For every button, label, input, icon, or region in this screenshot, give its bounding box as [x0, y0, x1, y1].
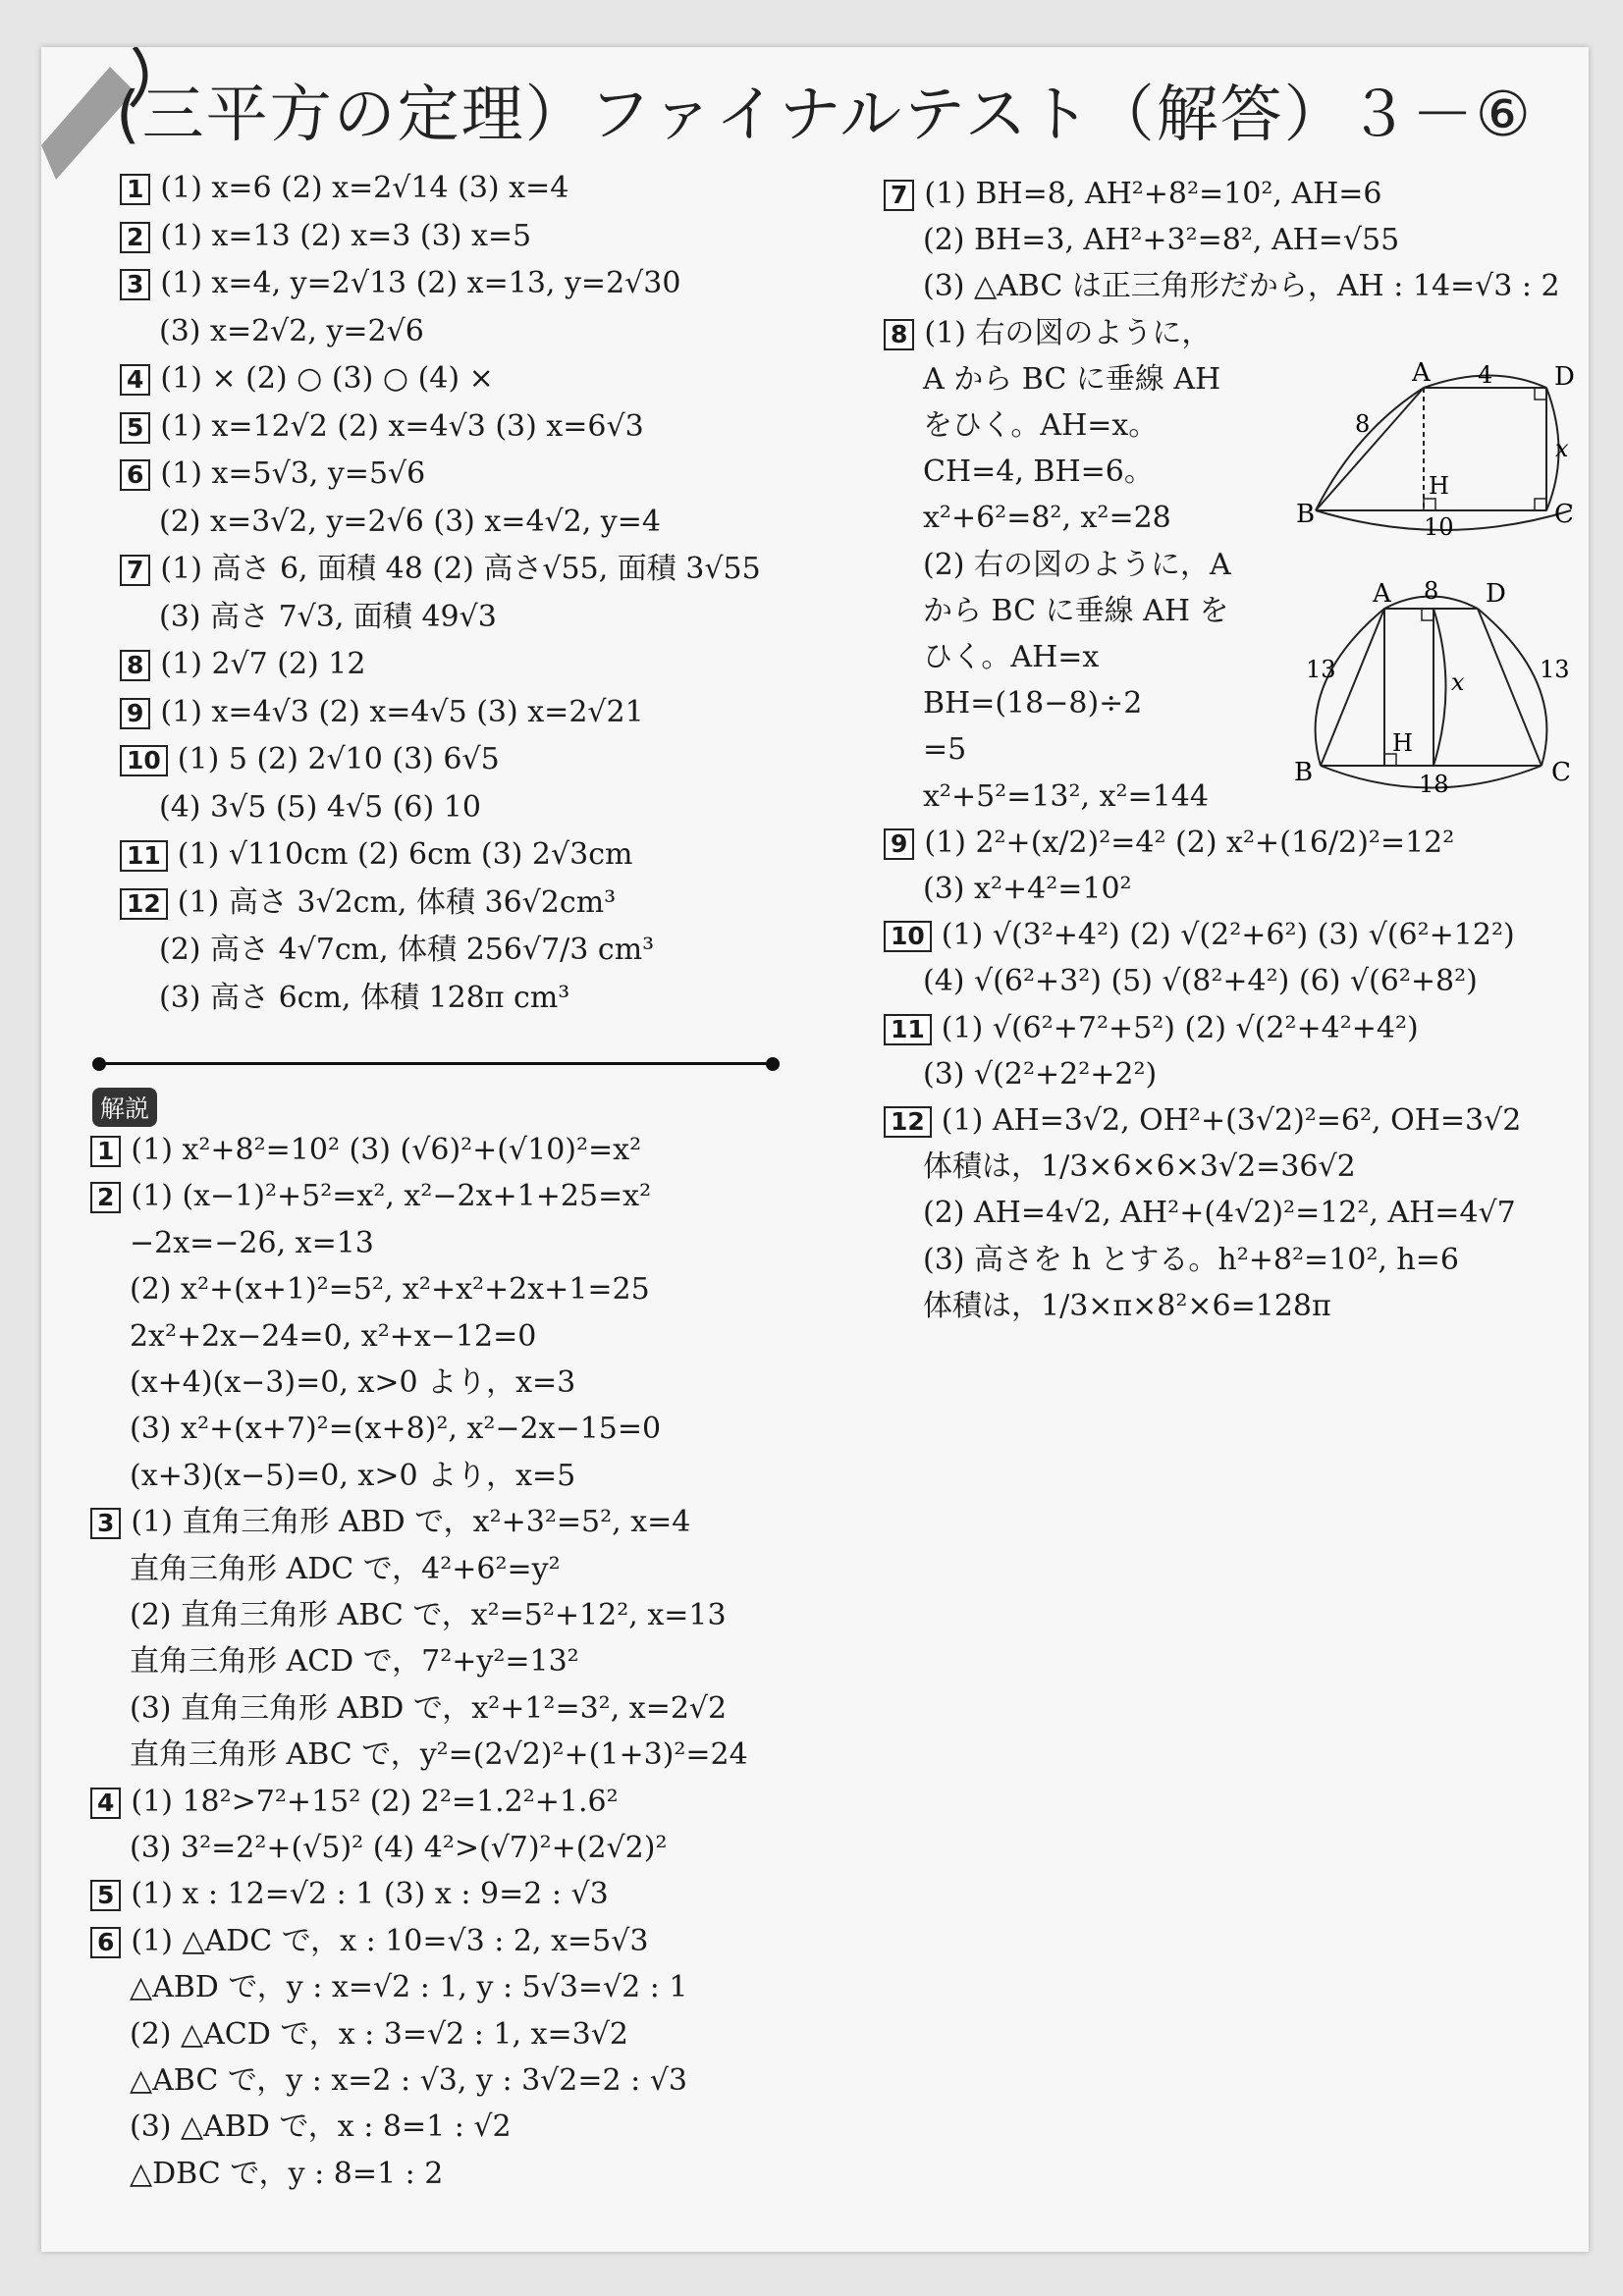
line-explain_right-23 — [923, 1241, 1459, 1280]
line-text: (2) AH=4√2, AH²+(4√2)²=12², AH=4√7 — [923, 1196, 1516, 1231]
figure-8-2 — [1276, 574, 1591, 800]
question-number: 3 — [90, 1508, 121, 1539]
question-number: 9 — [120, 698, 150, 729]
fig2-label-right: 13 — [1540, 656, 1570, 683]
line-text: (1) √(3²+4²) (2) √(2²+6²) (3) √(6²+12²) — [941, 918, 1515, 953]
line-explain_right-20 — [884, 1101, 1521, 1141]
line-answers_left-7 — [159, 503, 661, 542]
line-text: (2) 右の図のように，A — [923, 547, 1231, 582]
line-text: (1) x=12√2 (2) x=4√3 (3) x=6√3 — [160, 408, 644, 444]
line-text: (1) × (2) ○ (3) ○ (4) × — [160, 361, 494, 396]
line-text: (3) △ABC は正三角形だから，AH : 14=√3 : 2 — [923, 269, 1560, 304]
line-answers_left-9 — [159, 598, 497, 637]
line-text: CH=4, BH=6。 — [923, 454, 1154, 490]
line-explain_right-3 — [884, 314, 1211, 353]
section-divider — [98, 1062, 774, 1065]
line-explain_left-18 — [130, 1968, 688, 2007]
fig1-label-C: C — [1554, 500, 1574, 529]
line-text: (3) x²+4²=10² — [923, 872, 1132, 906]
line-text: (3) 直角三角形 ABD で，x²+1²=3², x=2√2 — [130, 1690, 728, 1726]
fig1-label-top: 4 — [1478, 361, 1493, 389]
line-explain_left-17 — [90, 1922, 648, 1961]
fig1-label-D: D — [1554, 362, 1575, 392]
question-number: 5 — [90, 1880, 121, 1911]
fig2-label-bottom: 18 — [1419, 771, 1449, 798]
line-explain_right-19 — [923, 1055, 1157, 1095]
line-explain_left-1 — [90, 1177, 651, 1216]
line-explain_left-8 — [90, 1503, 690, 1542]
line-text: (1) 右の図のように， — [924, 315, 1212, 350]
line-text: (1) 高さ 6, 面積 48 (2) 高さ√55, 面積 3√55 — [160, 552, 761, 586]
line-explain_left-22 — [130, 2155, 443, 2194]
line-text: (x+4)(x−3)=0, x>0 より，x=3 — [130, 1365, 576, 1400]
line-text: =5 — [923, 732, 967, 768]
explanation-badge: 解説 — [92, 1088, 157, 1127]
fig2-label-left: 13 — [1306, 656, 1336, 683]
line-answers_left-15 — [120, 883, 616, 923]
line-explain_right-11 — [923, 684, 1142, 723]
line-explain_left-11 — [130, 1642, 579, 1682]
line-text: (1) x=4, y=2√13 (2) x=13, y=2√30 — [160, 266, 681, 300]
line-text: (1) 2²+(x/2)²=4² (2) x²+(16/2)²=12² — [924, 825, 1455, 860]
line-explain_right-1 — [923, 221, 1399, 260]
fig1-label-A: A — [1412, 358, 1431, 388]
line-explain_left-7 — [130, 1457, 575, 1496]
line-text: (3) 3²=2²+(√5)² (4) 4²>(√7)²+(2√2)² — [130, 1831, 668, 1865]
question-number: 2 — [90, 1182, 121, 1213]
line-text: (1) 5 (2) 2√10 (3) 6√5 — [177, 742, 500, 776]
fig1-label-H: H — [1429, 472, 1449, 500]
line-text: (3) √(2²+2²+2²) — [923, 1056, 1158, 1092]
question-number: 7 — [120, 555, 150, 586]
line-text: (3) 高さ 6cm, 体積 128π cm³ — [159, 980, 570, 1015]
line-answers_left-4 — [120, 359, 494, 399]
line-explain_left-9 — [130, 1550, 561, 1589]
line-text: BH=(18−8)÷2 — [923, 686, 1143, 721]
fig2-label-A: A — [1373, 579, 1391, 609]
line-answers_left-12 — [120, 740, 500, 779]
figure-8-1 — [1296, 353, 1591, 540]
line-explain_left-3 — [130, 1270, 650, 1309]
line-explain_right-5 — [923, 406, 1158, 446]
line-explain_left-10 — [130, 1596, 727, 1635]
line-text: (1) AH=3√2, OH²+(3√2)²=6², OH=3√2 — [941, 1103, 1522, 1138]
line-explain_right-0 — [884, 175, 1382, 214]
line-text: (1) x : 12=√2 : 1 (3) x : 9=2 : √3 — [131, 1877, 609, 1912]
line-text: (1) x=6 (2) x=2√14 (3) x=4 — [160, 171, 569, 205]
question-number: 10 — [884, 921, 932, 952]
question-number: 2 — [120, 222, 150, 253]
line-explain_left-0 — [90, 1131, 641, 1170]
line-text: (1) √110cm (2) 6cm (3) 2√3cm — [177, 837, 633, 872]
line-text: (2) 直角三角形 ABC で，x²=5²+12², x=13 — [130, 1598, 727, 1632]
line-explain_right-18 — [884, 1009, 1419, 1048]
line-explain_left-21 — [130, 2108, 512, 2147]
line-answers_left-14 — [120, 835, 632, 875]
line-text: 体積は，1/3×π×8²×6=128π — [923, 1288, 1331, 1323]
fig1-label-left: 8 — [1355, 410, 1371, 438]
line-answers_left-8 — [120, 550, 761, 589]
question-number: 5 — [120, 412, 150, 444]
line-answers_left-2 — [120, 264, 680, 303]
line-text: (3) 高さ 7√3, 面積 49√3 — [159, 599, 497, 634]
fig1-label-bottom: 10 — [1424, 513, 1454, 540]
line-text: (1) 2√7 (2) 12 — [160, 647, 366, 681]
line-explain_right-15 — [923, 870, 1132, 909]
line-answers_left-13 — [159, 788, 481, 828]
line-explain_left-15 — [130, 1829, 668, 1868]
line-text: ひく。AH=x — [923, 640, 1100, 674]
line-answers_left-3 — [159, 312, 424, 351]
line-text: (2) 高さ 4√7cm, 体積 256√7/3 cm³ — [159, 933, 655, 967]
line-answers_left-6 — [120, 454, 425, 494]
question-number: 1 — [120, 174, 150, 205]
line-answers_left-17 — [159, 979, 569, 1018]
line-answers_left-16 — [159, 931, 654, 970]
line-text: (1) △ADC で，x : 10=√3 : 2, x=5√3 — [131, 1923, 649, 1958]
line-text: (1) 直角三角形 ABD で，x²+3²=5², x=4 — [131, 1505, 691, 1540]
question-number: 11 — [120, 840, 168, 872]
line-text: (1) x=4√3 (2) x=4√5 (3) x=2√21 — [160, 694, 644, 729]
line-text: (1) BH=8, AH²+8²=10², AH=6 — [924, 177, 1382, 211]
line-text: (x+3)(x−5)=0, x>0 より，x=5 — [130, 1458, 576, 1493]
line-text: (1) 18²>7²+15² (2) 2²=1.2²+1.6² — [131, 1784, 619, 1819]
line-explain_left-14 — [90, 1783, 619, 1822]
line-explain_right-6 — [923, 453, 1154, 492]
line-text: △DBC で，y : 8=1 : 2 — [130, 2156, 444, 2191]
question-number: 4 — [90, 1788, 121, 1819]
line-explain_left-5 — [130, 1363, 575, 1403]
fig1-label-side: x — [1555, 435, 1569, 462]
line-answers_left-0 — [120, 169, 568, 208]
line-text: (3) x²+(x+7)²=(x+8)², x²−2x−15=0 — [130, 1412, 662, 1447]
line-explain_right-8 — [923, 546, 1231, 585]
line-text: をひく。AH=x。 — [923, 408, 1159, 443]
page-title: (三平方の定理）ファイナルテスト（解答）３－⑥ — [116, 79, 1534, 150]
line-answers_left-5 — [120, 407, 644, 447]
line-explain_left-20 — [130, 2061, 687, 2101]
line-explain_left-13 — [130, 1735, 748, 1775]
question-number: 8 — [884, 319, 914, 350]
line-explain_right-22 — [923, 1194, 1516, 1233]
question-number: 4 — [120, 364, 150, 396]
line-text: (3) △ABD で，x : 8=1 : √2 — [130, 2109, 512, 2145]
line-explain_right-24 — [923, 1287, 1331, 1326]
line-text: (1) x=5√3, y=5√6 — [160, 456, 426, 491]
fig1-label-B: B — [1296, 500, 1316, 529]
fig2-label-B: B — [1294, 758, 1314, 787]
question-number: 9 — [884, 828, 914, 860]
line-explain_right-13 — [923, 777, 1209, 817]
line-text: (2) BH=3, AH²+3²=8², AH=√55 — [923, 223, 1400, 258]
line-text: 直角三角形 ADC で，4²+6²=y² — [130, 1551, 561, 1586]
line-explain_right-4 — [923, 360, 1220, 400]
line-text: 2x²+2x−24=0, x²+x−12=0 — [130, 1318, 537, 1354]
line-explain_left-16 — [90, 1875, 609, 1914]
question-number: 12 — [884, 1106, 932, 1138]
line-text: x²+5²=13², x²=144 — [923, 778, 1209, 814]
line-answers_left-11 — [120, 693, 644, 732]
line-text: (1) (x−1)²+5²=x², x²−2x+1+25=x² — [131, 1179, 652, 1214]
line-explain_right-17 — [923, 962, 1478, 1001]
line-text: △ABC で，y : x=2 : √3, y : 3√2=2 : √3 — [130, 2063, 687, 2098]
question-number: 1 — [90, 1136, 121, 1167]
question-number: 8 — [120, 650, 150, 681]
line-text: (1) 高さ 3√2cm, 体積 36√2cm³ — [177, 884, 617, 920]
question-number: 12 — [120, 888, 168, 920]
line-explain_left-6 — [130, 1410, 661, 1449]
line-text: 体積は，1/3×6×6×3√2=36√2 — [923, 1149, 1356, 1185]
fig2-label-top: 8 — [1424, 577, 1439, 605]
question-number: 10 — [120, 745, 168, 776]
line-answers_left-10 — [120, 645, 365, 684]
line-explain_right-16 — [884, 916, 1515, 955]
line-text: (2) x²+(x+1)²=5², x²+x²+2x+1=25 — [130, 1272, 650, 1308]
line-text: 直角三角形 ACD で，7²+y²=13² — [130, 1644, 579, 1680]
fig2-label-C: C — [1551, 758, 1571, 787]
line-text: (3) x=2√2, y=2√6 — [159, 313, 424, 348]
line-text: x²+6²=8², x²=28 — [923, 501, 1171, 536]
line-text: (1) √(6²+7²+5²) (2) √(2²+4²+4²) — [941, 1010, 1419, 1045]
line-explain_right-12 — [923, 730, 966, 770]
line-explain_right-9 — [923, 592, 1229, 631]
line-explain_right-10 — [923, 638, 1099, 677]
line-text: (4) 3√5 (5) 4√5 (6) 10 — [159, 789, 481, 825]
line-explain_right-14 — [884, 824, 1454, 863]
line-text: (4) √(6²+3²) (5) √(8²+4²) (6) √(6²+8²) — [923, 964, 1478, 999]
line-explain_left-4 — [130, 1317, 536, 1357]
line-text: から BC に垂線 AH を — [923, 593, 1229, 628]
line-explain_right-2 — [923, 267, 1560, 306]
line-explain_right-21 — [923, 1148, 1356, 1187]
question-number: 6 — [90, 1927, 121, 1958]
question-number: 11 — [884, 1014, 932, 1045]
line-text: (2) △ACD で，x : 3=√2 : 1, x=3√2 — [130, 2016, 628, 2052]
line-text: △ABD で，y : x=√2 : 1, y : 5√3=√2 : 1 — [130, 1970, 688, 2005]
fig2-label-mid: x — [1451, 668, 1465, 696]
line-text: A から BC に垂線 AH — [923, 361, 1221, 397]
line-explain_left-12 — [130, 1689, 727, 1729]
line-explain_right-7 — [923, 499, 1171, 538]
question-number: 7 — [884, 180, 914, 211]
line-answers_left-1 — [120, 217, 531, 256]
line-text: 直角三角形 ABC で，y²=(2√2)²+(1+3)²=24 — [130, 1737, 748, 1773]
line-text: (1) x²+8²=10² (3) (√6)²+(√10)²=x² — [131, 1133, 642, 1167]
question-number: 3 — [120, 269, 150, 300]
fig2-label-D: D — [1486, 579, 1506, 609]
line-text: (1) x=13 (2) x=3 (3) x=5 — [160, 218, 532, 253]
line-text: (2) x=3√2, y=2√6 (3) x=4√2, y=4 — [159, 504, 661, 539]
fig2-label-H: H — [1392, 729, 1413, 757]
line-explain_left-19 — [130, 2015, 628, 2055]
line-explain_left-2 — [130, 1224, 374, 1263]
line-text: (3) 高さを h とする。h²+8²=10², h=6 — [923, 1242, 1459, 1277]
line-text: −2x=−26, x=13 — [130, 1225, 374, 1260]
question-number: 6 — [120, 459, 150, 491]
